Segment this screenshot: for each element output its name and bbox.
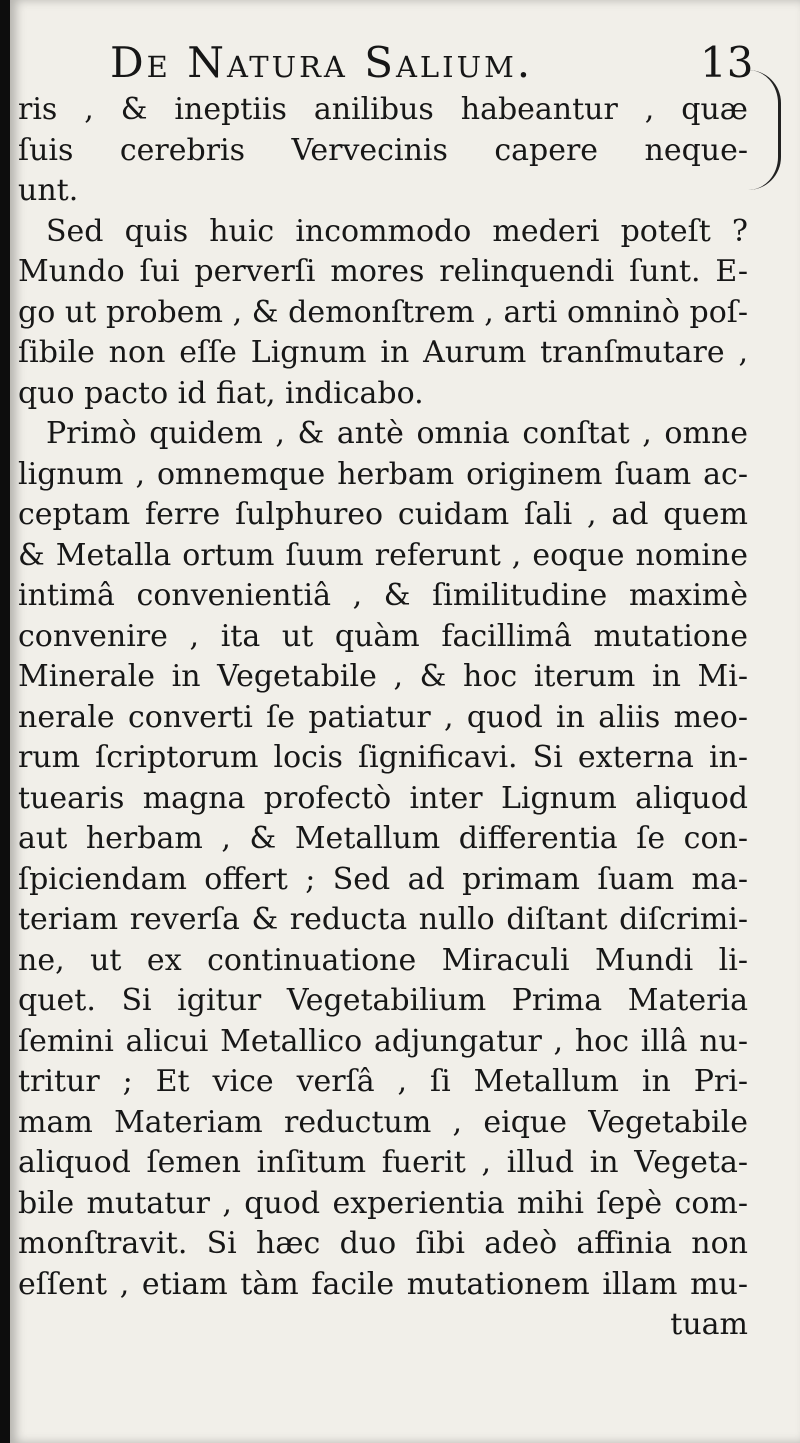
text-line: nerale converti ſe patiatur , quod in aliis meo- xyxy=(18,699,748,735)
text-line: ris , & ineptiis anilibus habeantur , quæ xyxy=(18,92,748,127)
text-line: mam Materiam reductum , eique Vegetabile xyxy=(18,1104,748,1140)
text-line: quo pacto id fiat, indicabo. xyxy=(18,375,424,411)
text-line: intimâ convenientiâ , & ſimilitudine maximè xyxy=(18,578,748,613)
text-line: Mundo ſui perverſi mores relinquendi ſunt. E- xyxy=(18,254,748,289)
text-line: rum ſcriptorum locis ſignificavi. Si externa in- xyxy=(18,740,748,775)
text-line: lignum , omnemque herbam originem ſuam ac- xyxy=(18,456,748,492)
book-page xyxy=(10,0,800,1443)
body-text xyxy=(18,90,748,1346)
text-line: convenire , ita ut quàm facillimâ mutatione xyxy=(18,618,748,654)
text-line: ſibile non eſſe Lignum in Aurum tranſmutare , xyxy=(18,335,748,370)
text-line: teriam reverſa & reducta nullo diſtant diſcrimi- xyxy=(18,902,748,937)
text-line: tritur ; Et vice verſâ , ſi Metallum in Pri- xyxy=(18,1064,748,1099)
text-line: & Metalla ortum ſuum referunt , eoque nomine xyxy=(18,537,748,573)
text-line: ſuis cerebris Vervecinis capere neque- xyxy=(18,132,748,168)
paragraph-start-line: Primò quidem , & antè omnia conſtat , omne xyxy=(46,416,748,451)
text-line: bile mutatur , quod experientia mihi ſepè com- xyxy=(18,1185,748,1221)
text-line: ne, ut ex continuatione Miraculi Mundi li- xyxy=(18,942,748,978)
catchword: tuam xyxy=(670,1307,748,1342)
text-line: ceptam ferre ſulphureo cuidam ſali , ad quem xyxy=(18,497,748,532)
page-header xyxy=(10,38,800,98)
text-line: ſemini alicui Metallico adjungatur , hoc illâ nu- xyxy=(18,1023,748,1059)
page-number: 13 xyxy=(700,38,754,87)
text-line: go ut probem , & demonſtrem , arti omninò poſ- xyxy=(18,294,748,330)
text-line: Minerale in Vegetabile , & hoc iterum in Mi- xyxy=(18,659,748,694)
text-line: quet. Si igitur Vegetabilium Prima Materia xyxy=(18,983,748,1018)
text-line: ſpiciendam offert ; Sed ad primam ſuam ma- xyxy=(18,861,748,897)
text-line: unt. xyxy=(18,173,79,208)
text-line: tuearis magna profectò inter Lignum aliquod xyxy=(18,780,748,816)
paragraph-start-line: Sed quis huic incommodo mederi poteſt ? xyxy=(46,213,748,249)
running-title: De Natura Salium. xyxy=(110,38,534,87)
text-line: aliquod ſemen inſitum fuerit , illud in Vegeta- xyxy=(18,1145,748,1180)
text-line: eſſent , etiam tàm facile mutationem illam mu- xyxy=(18,1266,748,1302)
text-line: aut herbam , & Metallum differentia ſe con- xyxy=(18,821,748,856)
text-line: monſtravit. Si hæc duo ſibi adeò affinia non xyxy=(18,1226,748,1261)
margin-bracket xyxy=(748,70,781,190)
